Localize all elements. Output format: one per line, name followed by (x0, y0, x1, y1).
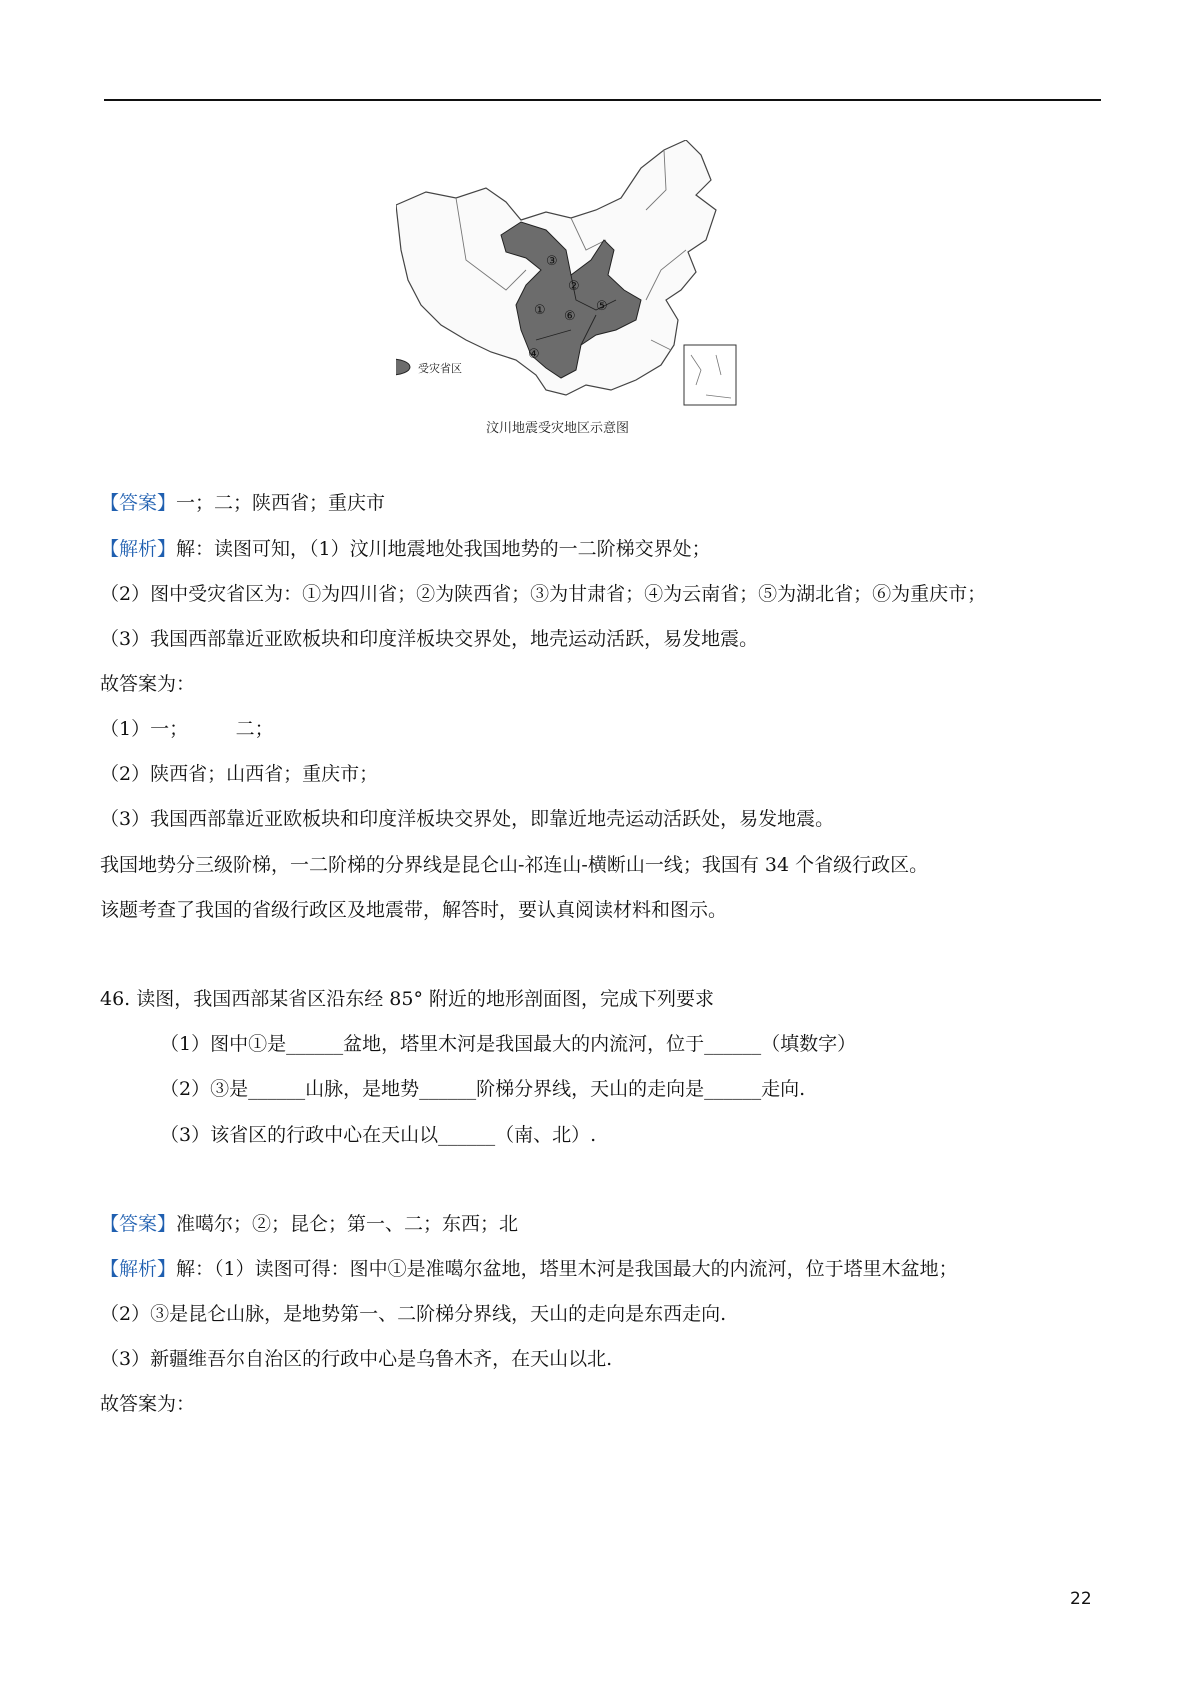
q45-line: 该题考查了我国的省级行政区及地震带，解答时，要认真阅读材料和图示。 (100, 899, 728, 921)
analysis-tag: 【解析】 (100, 538, 177, 560)
legend-label: 受灾省区 (418, 362, 462, 375)
figure-caption: 汶川地震受灾地区示意图 (486, 421, 630, 436)
q45-analysis (100, 537, 711, 561)
marker-3: ③ (546, 254, 558, 269)
analysis-text: 解：读图可知，（1）汶川地震地处我国地势的一二阶梯交界处； (176, 538, 711, 560)
q46-stem: 46. 读图，我国西部某省区沿东经 85° 附近的地形剖面图，完成下列要求 (100, 988, 715, 1010)
legend-swatch (396, 359, 410, 375)
q46-item: （1）图中①是______盆地，塔里木河是我国最大的内流河，位于______（填数字） (160, 1033, 857, 1055)
q46-item: （3）该省区的行政中心在天山以______（南、北）. (160, 1124, 597, 1146)
answer-text: 一；二；陕西省；重庆市 (176, 492, 386, 514)
q46-analysis (100, 1257, 958, 1281)
q45-answer (100, 491, 385, 515)
analysis-tag: 【解析】 (100, 1258, 177, 1280)
answer-text: 准噶尔；②；昆仑；第一、二；东西；北 (176, 1213, 519, 1235)
q46-line: 故答案为： (100, 1393, 196, 1415)
q45-line: 我国地势分三级阶梯，一二阶梯的分界线是昆仑山-祁连山-横断山一线；我国有 34 个省级行政区。 (100, 854, 929, 876)
q46-item: （2）③是______山脉，是地势______阶梯分界线，天山的走向是______走向. (160, 1078, 806, 1100)
q45-line: 故答案为： (100, 673, 196, 695)
q46-line: （3）新疆维吾尔自治区的行政中心是乌鲁木齐，在天山以北. (100, 1348, 613, 1370)
marker-6: ⑥ (564, 309, 576, 324)
analysis-text: 解：（1）读图可得：图中①是准噶尔盆地，塔里木河是我国最大的内流河，位于塔里木盆地； (176, 1258, 958, 1280)
marker-1: ① (534, 303, 546, 318)
inset-box (684, 345, 736, 405)
answer-tag: 【答案】 (100, 1213, 177, 1235)
marker-4: ④ (528, 347, 540, 362)
q45-line: （3）我国西部靠近亚欧板块和印度洋板块交界处，即靠近地壳运动活跃处，易发地震。 (100, 808, 835, 830)
q45-line: （3）我国西部靠近亚欧板块和印度洋板块交界处，地壳运动活跃，易发地震。 (100, 628, 759, 650)
q46-answer (100, 1212, 518, 1236)
q45-line: （1）一； 二； (100, 718, 274, 740)
q45-line: （2）图中受灾省区为：①为四川省；②为陕西省；③为甘肃省；④为云南省；⑤为湖北省；⑥为重庆市； (100, 583, 987, 605)
q46-line: （2）③是昆仑山脉，是地势第一、二阶梯分界线，天山的走向是东西走向. (100, 1303, 727, 1325)
answer-tag: 【答案】 (100, 492, 177, 514)
page-number: 22 (1070, 1589, 1092, 1609)
marker-2: ② (568, 279, 580, 294)
earthquake-map-figure (396, 140, 816, 480)
q45-line: （2）陕西省；山西省；重庆市； (100, 763, 379, 785)
marker-5: ⑤ (596, 299, 608, 314)
china-map (396, 140, 816, 480)
header-rule (104, 99, 1101, 101)
